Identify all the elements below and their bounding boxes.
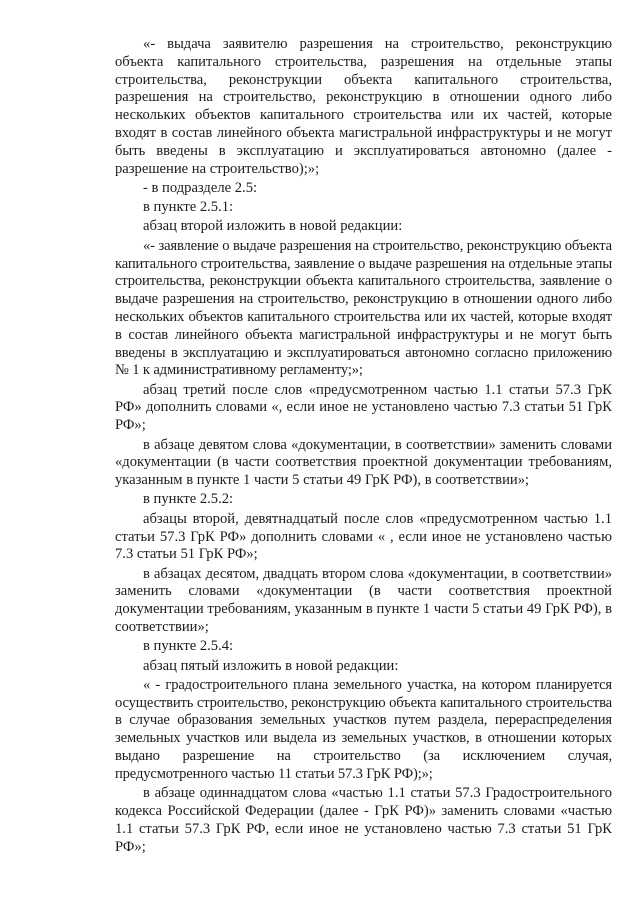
paragraph-2: - в подразделе 2.5: bbox=[143, 179, 258, 196]
paragraph-5: «- заявление о выдаче разрешения на строительство, реконструкцию объекта капитального строительства, заявление о выдаче разрешения на отдельные этапы строительства, реконструкции объекта капитального строительства, заявление о выдаче разрешения на строительство, реконструкцию в отношении одного либо нескольких объектов капитального строительства или их частей, которые входят в состав линейного объекта магистральной инфраструктуры и не могут быть введены в эксплуатацию и эксплуатироваться автономно согласно приложению № 1 к административному регламенту;»; bbox=[115, 237, 612, 379]
paragraph-13: « - градостроительного плана земельного участка, на котором планируется осуществить строительство, реконструкцию объекта капитального строительства в случае образования земельных участков путем раздела, перераспределения земельных участков или выдела из земельных участков, в отношении которых выдано разрешение на строительство (за исключением случая, предусмотренного частью 11 статьи 57.3 ГрК РФ);»; bbox=[115, 676, 612, 782]
paragraph-8: в пункте 2.5.2: bbox=[143, 491, 234, 508]
paragraph-10: в абзацах десятом, двадцать втором слова «документации, в соответствии» заменить словами «документации (в части соответствия проектной документации требованиям, указанным в пункте 1 части 5 статьи 49 ГрК РФ), в соответствии»; bbox=[115, 565, 612, 635]
paragraph-12: абзац пятый изложить в новой редакции: bbox=[143, 657, 399, 674]
paragraph-4: абзац второй изложить в новой редакции: bbox=[143, 218, 403, 235]
paragraph-9: абзацы второй, девятнадцатый после слов «предусмотренном частью 1.1 статьи 57.3 ГрК РФ» дополнить словами « , если иное не установлено частью 7.3 статьи 51 ГрК РФ»; bbox=[115, 510, 612, 563]
paragraph-7: в абзаце девятом слова «документации, в соответствии» заменить словами «документации (в части соответствия проектной документации требованиям, указанным в пункте 1 части 5 статьи 49 ГрК РФ), в соответствии»; bbox=[115, 436, 612, 489]
paragraph-1: «- выдача заявителю разрешения на строительство, реконструкцию объекта капитального строительства, разрешения на отдельные этапы строительства, реконструкции объекта капитального строительства, разрешения на строительство, реконструкцию в отношении одного либо нескольких объектов капитального строительства или их частей, которые входят в состав линейного объекта магистральной инфраструктуры и не могут быть введены в эксплуатацию и эксплуатироваться автономно (далее - разрешение на строительство);»; bbox=[115, 36, 612, 177]
paragraph-3: в пункте 2.5.1: bbox=[143, 199, 234, 216]
paragraph-6: абзац третий после слов «предусмотренном частью 1.1 статьи 57.3 ГрК РФ» дополнить словами «, если иное не установлено частью 7.3 статьи 51 ГрК РФ»; bbox=[115, 381, 612, 434]
paragraph-11: в пункте 2.5.4: bbox=[143, 638, 234, 655]
paragraph-14: в абзаце одиннадцатом слова «частью 1.1 статьи 57.3 Градостроительного кодекса Российской Федерации (далее - ГрК РФ)» заменить словами «частью 1.1 статьи 57.3 ГрК РФ, если иное не установлено частью 7.3 статьи 51 ГрК РФ»; bbox=[115, 785, 612, 855]
